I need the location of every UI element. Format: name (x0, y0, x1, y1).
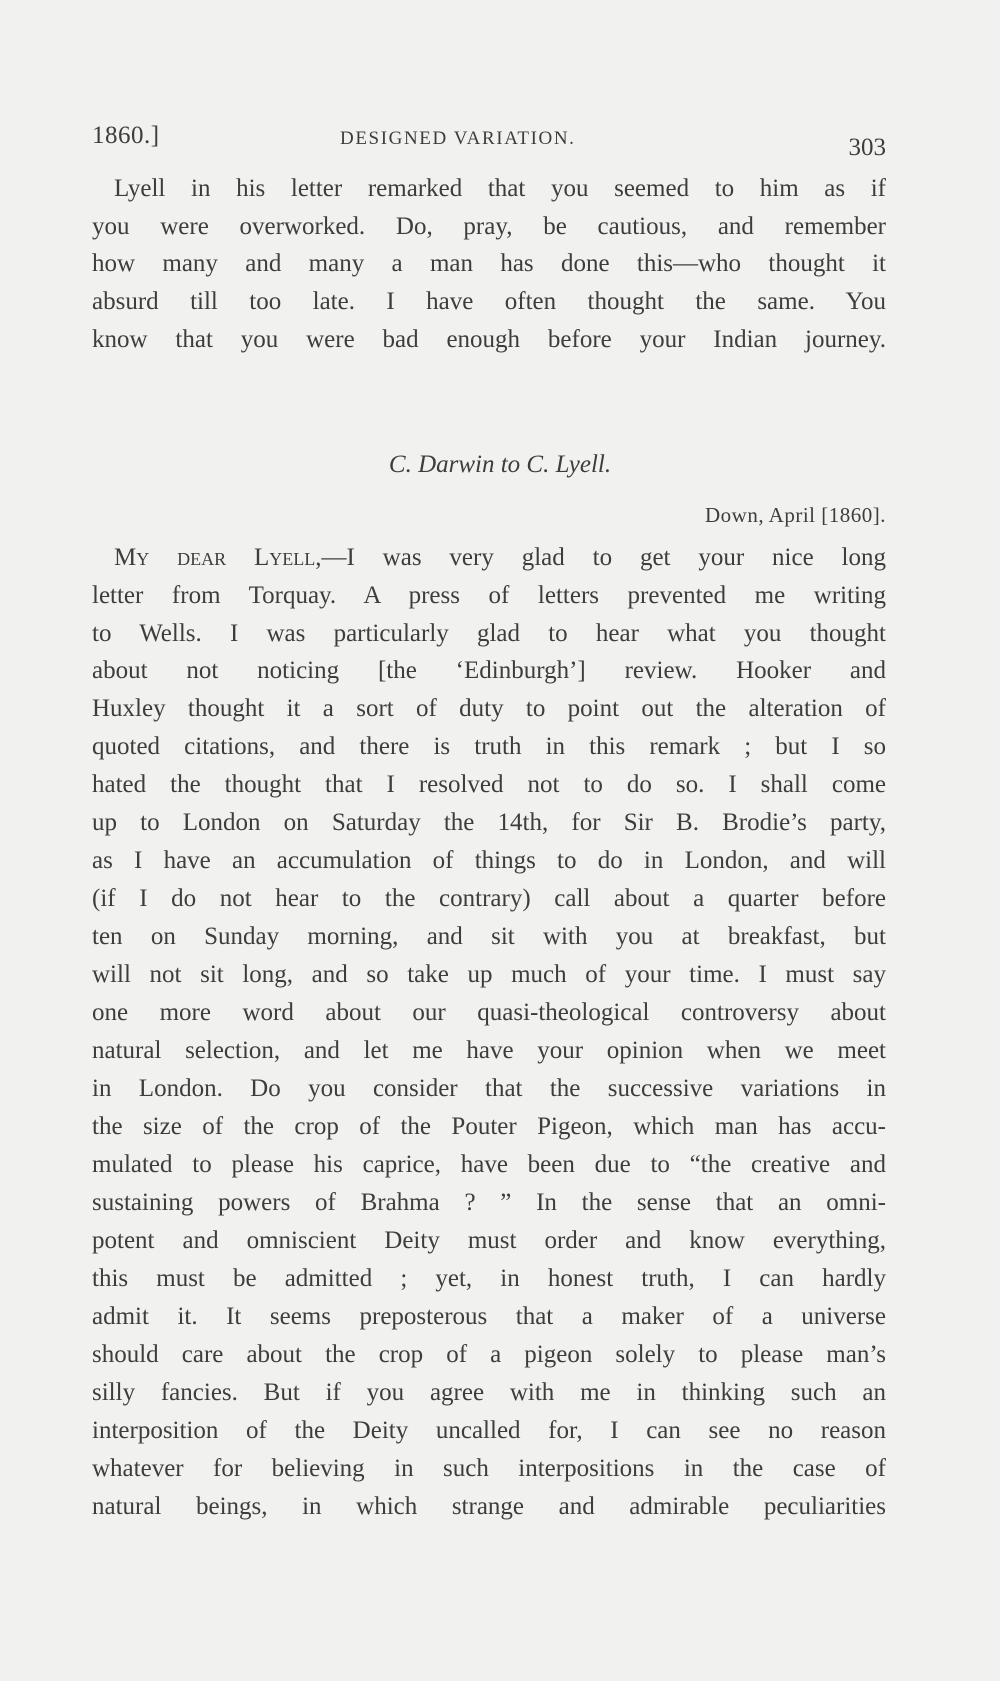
para2-line: whatever for believing in such interpositions in the case of (92, 1455, 886, 1482)
letter-dateline: Down, April [1860]. (705, 503, 886, 527)
para2-line: natural beings, in which strange and admirable peculiarities (92, 1493, 886, 1520)
letter-heading: C. Darwin to C. Lyell. (388, 451, 612, 478)
para2-line: will not sit long, and so take up much of your time. I must say (92, 961, 886, 988)
para2-line: letter from Torquay. A press of letters prevented me writing (92, 582, 886, 609)
para2-line: the size of the crop of the Pouter Pigeon, which man has accu- (92, 1113, 886, 1140)
para2-line: in London. Do you consider that the successive variations in (92, 1075, 886, 1102)
para1-line: absurd till too late. I have often thought the same. You (92, 288, 886, 315)
para2-line: should care about the crop of a pigeon solely to please man’s (92, 1341, 886, 1368)
para2-line: natural selection, and let me have your opinion when we meet (92, 1037, 886, 1064)
para2-line: ten on Sunday morning, and sit with you at breakfast, but (92, 923, 886, 950)
para2-line: quoted citations, and there is truth in this remark ; but I so (92, 733, 886, 760)
para1-line: you were overworked. Do, pray, be cautious, and remember (92, 213, 886, 240)
salutation: My dear Lyell, (114, 544, 322, 571)
para2-line: up to London on Saturday the 14th, for Sir B. Brodie’s party, (92, 809, 886, 836)
para2-line: interposition of the Deity uncalled for, I can see no reason (92, 1417, 886, 1444)
para2-line: hated the thought that I resolved not to do so. I shall come (92, 771, 886, 798)
para2-line: Huxley thought it a sort of duty to point out the alteration of (92, 695, 886, 722)
running-head (92, 118, 886, 161)
para1-line: know that you were bad enough before your Indian journey. (92, 326, 886, 353)
page-number: 303 (848, 134, 886, 161)
para2-line: (if I do not hear to the contrary) call about a quarter before (92, 885, 886, 912)
para2-line: potent and omniscient Deity must order and know everything, (92, 1227, 886, 1254)
para1-line: Lyell in his letter remarked that you seemed to him as if (114, 175, 886, 202)
running-head-year: 1860.] (92, 122, 160, 149)
para2-line: admit it. It seems preposterous that a maker of a universe (92, 1303, 886, 1330)
first-line-text: —I was very glad to get your nice long (321, 544, 886, 571)
para1-line: how many and many a man has done this—who thought it (92, 250, 886, 277)
para2-line: to Wells. I was particularly glad to hear what you thought (92, 620, 886, 647)
para2-line: this must be admitted ; yet, in honest truth, I can hardly (92, 1265, 886, 1292)
para2-line: mulated to please his caprice, have been due to “the creative and (92, 1151, 886, 1178)
para2-line: sustaining powers of Brahma ? ” In the sense that an omni- (92, 1189, 886, 1216)
para2-line: one more word about our quasi-theological controversy about (92, 999, 886, 1026)
letter-first-line (92, 543, 886, 573)
running-head-title: DESIGNED VARIATION. (340, 128, 576, 149)
para2-line: silly fancies. But if you agree with me in thinking such an (92, 1379, 886, 1406)
para2-line: as I have an accumulation of things to do in London, and will (92, 847, 886, 874)
para2-line: about not noticing [the ‘Edinburgh’] review. Hooker and (92, 657, 886, 684)
